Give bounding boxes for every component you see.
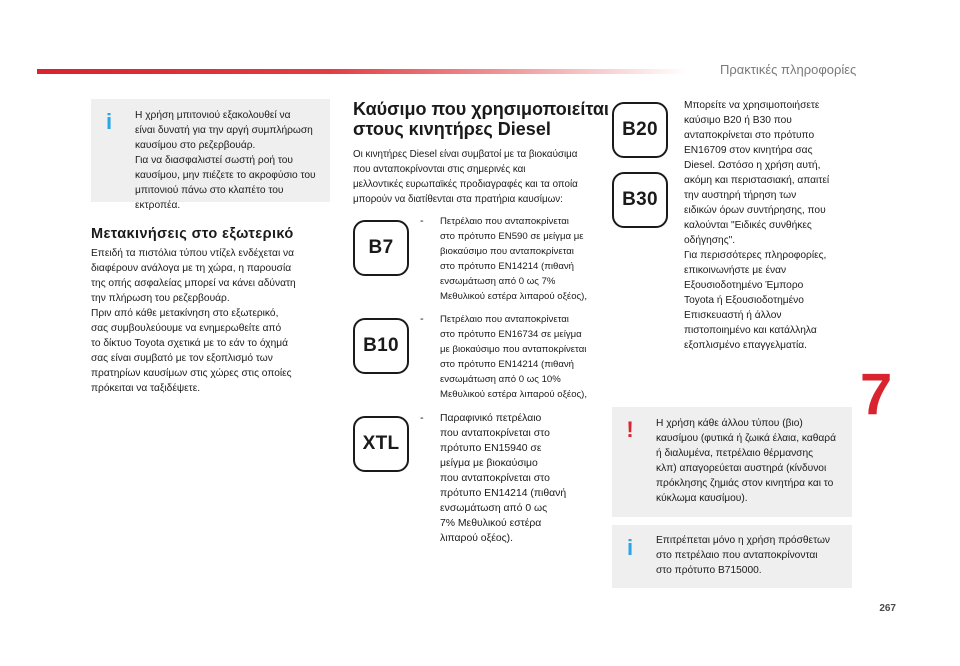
fuel-dash-b10: - <box>420 313 424 325</box>
warning-box-text: Η χρήση κάθε άλλου τύπου (βιο) καυσίμου (φυτικά ή ζωικά έλαια, καθαρά ή διαλυμένα, πετρέλαιο θέρμανσης κλπ) απαγορεύεται αυστηρά (κίνδυνοι πρόκλησης ζημιάς στον κινητήρα και το κύκλωμα καυσίμου). <box>656 418 836 504</box>
fuel-desc-b7: Πετρέλαιο που ανταποκρίνεται στο πρότυπο EN590 σε μείγμα με βιοκαύσιμο που ανταποκρίνεται στο πρότυπο EN14214 (πιθανή ενσωμάτωση από 0 ως 7% Μεθυλικού εστέρα λιπαρού οξέος), <box>440 216 588 302</box>
page-number: 267 <box>879 603 896 614</box>
info-box-jerrycan <box>91 99 330 211</box>
b20-b30-paragraph: Μπορείτε να χρησιμοποιήσετε καύσιμο B20 ή B30 που ανταποκρίνεται στο πρότυπο EN16709 στον κινητήρα σας Diesel. Ωστόσο η χρήση αυτή, ακόμη και περιστασιακή, απαιτεί την αυστηρή τήρηση των ειδικών όρων συντήρησης, που καλούνται "Ειδικές συνθήκες οδήγησης". Για περισσότερες πληροφορίες, επικοινωνήστε με έναν Εξουσιοδοτημένο Έμπορο Toyota ή Εξουσιοδοτημένο Επισκευαστή ή άλλον πιστοποιημένο και κατάλληλα εξοπλισμένο επαγγελματία. <box>684 100 830 351</box>
fuel-dash-xtl: - <box>420 412 424 424</box>
fuel-badge-b30: B30 <box>612 172 668 228</box>
diesel-fuel-intro: Οι κινητήρες Diesel είναι συμβατοί με τα βιοκαύσιμα που ανταποκρίνονται στις σημερινές και μελλοντικές ευρωπαϊκές προδιαγραφές και τα οποία μπορούν να διατίθενται στα πρατήρια καυσίμων: <box>353 149 578 205</box>
fuel-badge-b7: B7 <box>353 220 409 276</box>
header-accent-bar <box>37 69 687 74</box>
info-icon: i <box>626 535 634 560</box>
fuel-badge-b10: B10 <box>353 318 409 374</box>
fuel-badge-b20: B20 <box>612 102 668 158</box>
diesel-fuel-title: Καύσιμο που χρησιμοποιείται στους κινητήρες Diesel <box>353 99 609 139</box>
fuel-desc-xtl: Παραφινικό πετρέλαιο που ανταποκρίνεται στο πρότυπο EN15940 σε μείγμα με βιοκαύσιμο που ανταποκρίνεται στο πρότυπο EN14214 (πιθανή ενσωμάτωση από 0 ως 7% Μεθυλικού εστέρα λιπαρού οξέος). <box>440 413 567 544</box>
fuel-badge-xtl: XTL <box>353 416 409 472</box>
warning-box-other-fuels <box>612 407 852 517</box>
info-box-additives <box>612 525 852 588</box>
warning-icon: ! <box>626 417 634 442</box>
travel-abroad-heading: Μετακινήσεις στο εξωτερικό <box>91 226 294 242</box>
section-title: Πρακτικές πληροφορίες <box>720 62 857 77</box>
fuel-desc-b10: Πετρέλαιο που ανταποκρίνεται στο πρότυπο EN16734 σε μείγμα με βιοκαύσιμο που ανταποκρίνεται στο πρότυπο EN14214 (πιθανή ενσωμάτωση από 0 ως 10% Μεθυλικού εστέρα λιπαρού οξέος), <box>440 314 588 400</box>
travel-abroad-paragraph: Επειδή τα πιστόλια τύπου ντίζελ ενδέχεται να διαφέρουν ανάλογα με τη χώρα, η παρουσία της οπής ασφαλείας μπορεί να κάνει αδύνατη την πλήρωση του ρεζερβουάρ. Πριν από κάθε μετακίνηση στο εξωτερικό, σας συμβουλεύουμε να ενημερωθείτε από το δίκτυο Toyota σχετικά με το εάν το όχημά σας είναι συμβατό με τον εξοπλισμό των πρατηρίων καυσίμων στις χώρες στις οποίες πρόκειται να ταξιδέψετε. <box>91 248 296 394</box>
info-box-jerrycan-text: Η χρήση μπιτονιού εξακολουθεί να είναι δυνατή για την αργή συμπλήρωση καυσίμου στο ρεζερβουάρ. Για να διασφαλιστεί σωστή ροή του καυσίμου, μην πιέζετε το ακροφύσιο του μπιτονιού πάνω στο κλαπέτο του εκτροπέα. <box>135 110 316 211</box>
info-box-additives-text: Επιτρέπεται μόνο η χρήση πρόσθετων στο πετρέλαιο που ανταποκρίνονται στο πρότυπο B715000. <box>656 535 831 576</box>
chapter-number: 7 <box>860 362 893 427</box>
fuel-dash-b7: - <box>420 215 424 227</box>
info-icon: i <box>105 109 113 134</box>
